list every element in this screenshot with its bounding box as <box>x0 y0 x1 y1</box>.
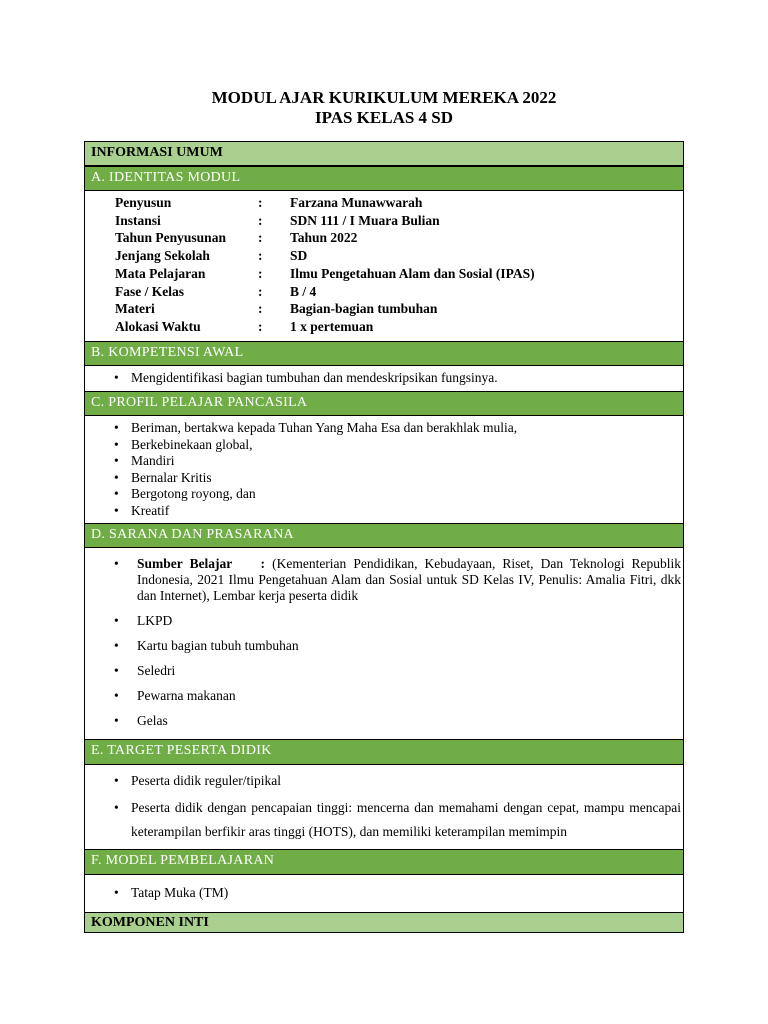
identitas-label: Tahun Penyusunan <box>115 230 226 246</box>
identitas-value: SDN 111 / I Muara Bulian <box>290 212 440 228</box>
model-list <box>111 884 681 901</box>
list-item: • Bergotong royong, dan <box>111 486 681 503</box>
identitas-label: Materi <box>115 301 155 317</box>
identitas-label: Mata Pelajaran <box>115 265 206 281</box>
list-item: • Mandiri <box>111 453 681 470</box>
section-b-header: B. KOMPETENSI AWAL <box>84 341 684 366</box>
kompetensi-list <box>111 369 681 386</box>
identitas-value: Ilmu Pengetahuan Alam dan Sosial (IPAS) <box>290 265 535 281</box>
identitas-value: Bagian-bagian tumbuhan <box>290 301 438 317</box>
identitas-label: Fase / Kelas <box>115 283 184 299</box>
komponen-inti-header: KOMPONEN INTI <box>84 912 684 933</box>
list-item: • Tatap Muka (TM) <box>111 884 681 901</box>
identitas-separator: : <box>258 212 263 228</box>
list-item: • Peserta didik reguler/tipikal <box>111 773 681 789</box>
list-item: • Pewarna makanan <box>111 683 681 708</box>
list-item: • Berkebinekaan global, <box>111 437 681 454</box>
sumber-belajar-text: (Kementerian Pendidikan, Kebudayaan, Riset, Dan Teknologi Republik Indonesia, 2021 Ilmu Pengetahuan Alam dan Sosial untuk SD Kelas IV, Penulis: Amalia Fitri, dkk dan Internet), Lembar kerja peserta didik <box>137 556 682 603</box>
informasi-umum-header: INFORMASI UMUM <box>84 141 684 166</box>
sumber-belajar-sep: : <box>260 556 266 571</box>
list-item: • Beriman, bertakwa kepada Tuhan Yang Maha Esa dan berakhlak mulia, <box>111 420 681 437</box>
identitas-separator: : <box>258 301 263 317</box>
list-item: • Peserta didik dengan pencapaian tinggi: mencerna dan memahami dengan cepat, mampu mencapai keterampilan berfikir aras tinggi (HOTS), dan memiliki keterampilan memimpin <box>111 796 681 844</box>
identitas-value: SD <box>290 248 308 264</box>
identitas-separator: : <box>258 283 263 299</box>
list-item: • Seledri <box>111 658 681 683</box>
list-item: • Bernalar Kritis <box>111 470 681 487</box>
list-item <box>111 556 681 604</box>
sumber-belajar-label: Sumber Belajar <box>137 556 233 571</box>
target-list-2 <box>111 796 681 844</box>
section-c-header: C. PROFIL PELAJAR PANCASILA <box>84 391 684 416</box>
identitas-value: B / 4 <box>290 283 317 299</box>
sarana-list <box>111 556 681 604</box>
identitas-separator: : <box>258 248 263 264</box>
list-item: • Gelas <box>111 708 681 733</box>
section-f-header: F. MODEL PEMBELAJARAN <box>84 849 684 875</box>
section-d-header: D. SARANA DAN PRASARANA <box>84 523 684 548</box>
sarana-items <box>111 608 681 733</box>
document-title-line2: IPAS KELAS 4 SD <box>314 108 454 127</box>
section-e-header: E. TARGET PESERTA DIDIK <box>84 739 684 765</box>
identitas-separator: : <box>258 195 263 210</box>
target-list <box>111 773 681 789</box>
identitas-separator: : <box>258 265 263 281</box>
identitas-separator: : <box>258 318 263 334</box>
identitas-label: Penyusun <box>115 195 172 210</box>
identitas-label: Alokasi Waktu <box>115 318 201 334</box>
list-item: • Kreatif <box>111 503 681 520</box>
list-item: • Mengidentifikasi bagian tumbuhan dan mendeskripsikan fungsinya. <box>111 369 681 386</box>
profil-list <box>111 420 681 519</box>
section-a-header: A. IDENTITAS MODUL <box>84 166 684 191</box>
identitas-label: Jenjang Sekolah <box>115 248 210 264</box>
identitas-value: Farzana Munawwarah <box>290 195 423 210</box>
identitas-separator: : <box>258 230 263 246</box>
list-item: • LKPD <box>111 608 681 633</box>
identitas-value: 1 x pertemuan <box>290 318 374 334</box>
list-item: • Kartu bagian tubuh tumbuhan <box>111 633 681 658</box>
identitas-value: Tahun 2022 <box>290 230 358 246</box>
identitas-label: Instansi <box>115 212 161 228</box>
document-title-line1: MODUL AJAR KURIKULUM MEREKA 2022 <box>211 88 557 107</box>
